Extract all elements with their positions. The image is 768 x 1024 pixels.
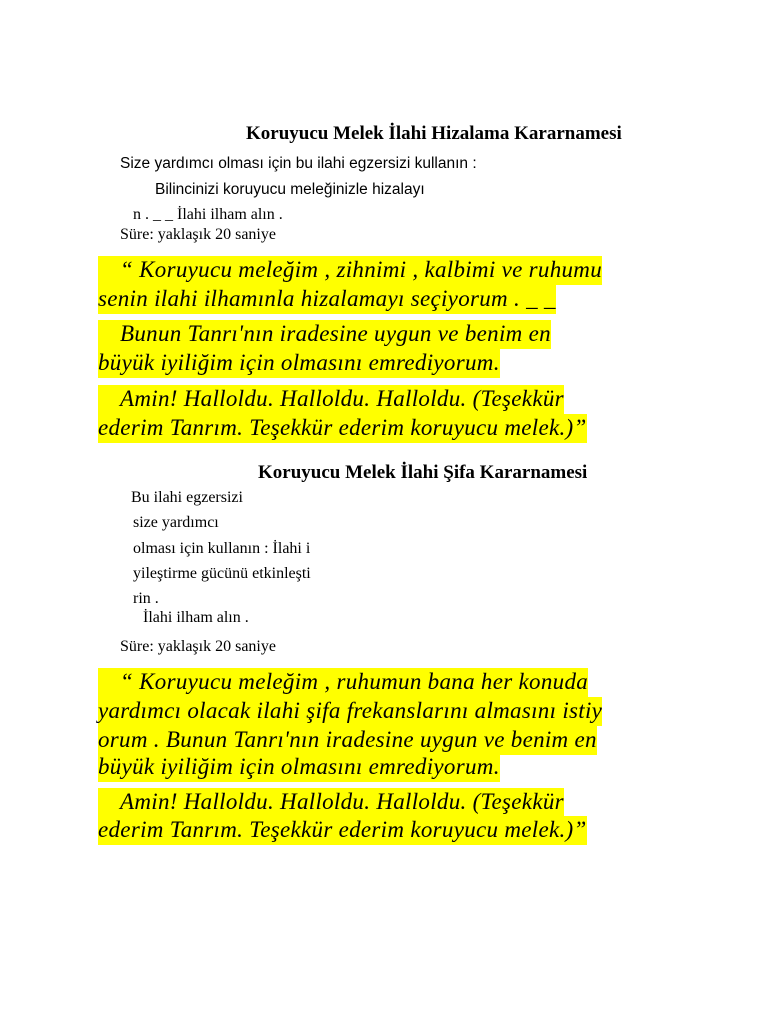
highlighted-text: yardımcı olacak ilahi şifa frekanslarını almasını istiy: [98, 697, 602, 726]
section2-prayer-line: [98, 727, 597, 753]
section1-prayer-line: [98, 321, 551, 347]
highlighted-text: Bunun Tanrı'nın iradesine uygun ve benim en: [98, 320, 551, 349]
section1-intro-line: n . _ _ İlahi ilham alın .: [133, 206, 283, 223]
section2-title: Koruyucu Melek İlahi Şifa Kararnamesi: [258, 462, 588, 483]
highlighted-text: ederim Tanrım. Teşekkür ederim koruyucu melek.)”: [98, 414, 587, 443]
section2-prayer-line: [98, 817, 587, 843]
section2-intro-line: size yardımcı: [133, 514, 219, 531]
section1-intro-line: Size yardımcı olması için bu ilahi egzersizi kullanın :: [120, 155, 477, 172]
section1-duration: Süre: yaklaşık 20 saniye: [120, 226, 276, 243]
section2-intro-line: Bu ilahi egzersizi: [131, 489, 243, 506]
highlighted-text: “ Koruyucu meleğim , zihnimi , kalbimi ve ruhumu: [98, 256, 602, 285]
section2-prayer-line: [98, 669, 588, 695]
highlighted-text: senin ilahi ilhamınla hizalamayı seçiyorum . _ _: [98, 285, 556, 314]
section2-duration: Süre: yaklaşık 20 saniye: [120, 638, 276, 655]
highlighted-text: büyük iyiliğim için olmasını emrediyorum.: [98, 349, 500, 378]
section2-intro-line: rin .: [133, 590, 159, 607]
highlighted-text: Amin! Halloldu. Halloldu. Halloldu. (Teşekkür: [98, 385, 564, 414]
highlighted-text: orum . Bunun Tanrı'nın iradesine uygun ve benim en: [98, 726, 597, 755]
highlighted-text: Amin! Halloldu. Halloldu. Halloldu. (Teşekkür: [98, 788, 564, 817]
section2-prayer-line: [98, 698, 602, 724]
section1-prayer-line: [98, 350, 500, 376]
section1-prayer-line: [98, 257, 602, 283]
section1-prayer-line: [98, 286, 556, 312]
section1-prayer-line: [98, 415, 587, 441]
section2-intro-line: İlahi ilham alın .: [143, 609, 249, 626]
section1-title: Koruyucu Melek İlahi Hizalama Kararnamesi: [246, 123, 622, 144]
highlighted-text: “ Koruyucu meleğim , ruhumun bana her konuda: [98, 668, 588, 697]
section2-intro-line: olması için kullanın : İlahi i: [133, 540, 311, 557]
section1-prayer-line: [98, 386, 564, 412]
highlighted-text: büyük iyiliğim için olmasını emrediyorum.: [98, 753, 500, 782]
section2-prayer-line: [98, 789, 564, 815]
section2-intro-line: yileştirme gücünü etkinleşti: [133, 565, 311, 582]
section1-intro-line: Bilincinizi koruyucu meleğinizle hizalayı: [155, 181, 425, 198]
section2-prayer-line: [98, 754, 500, 780]
highlighted-text: ederim Tanrım. Teşekkür ederim koruyucu melek.)”: [98, 816, 587, 845]
